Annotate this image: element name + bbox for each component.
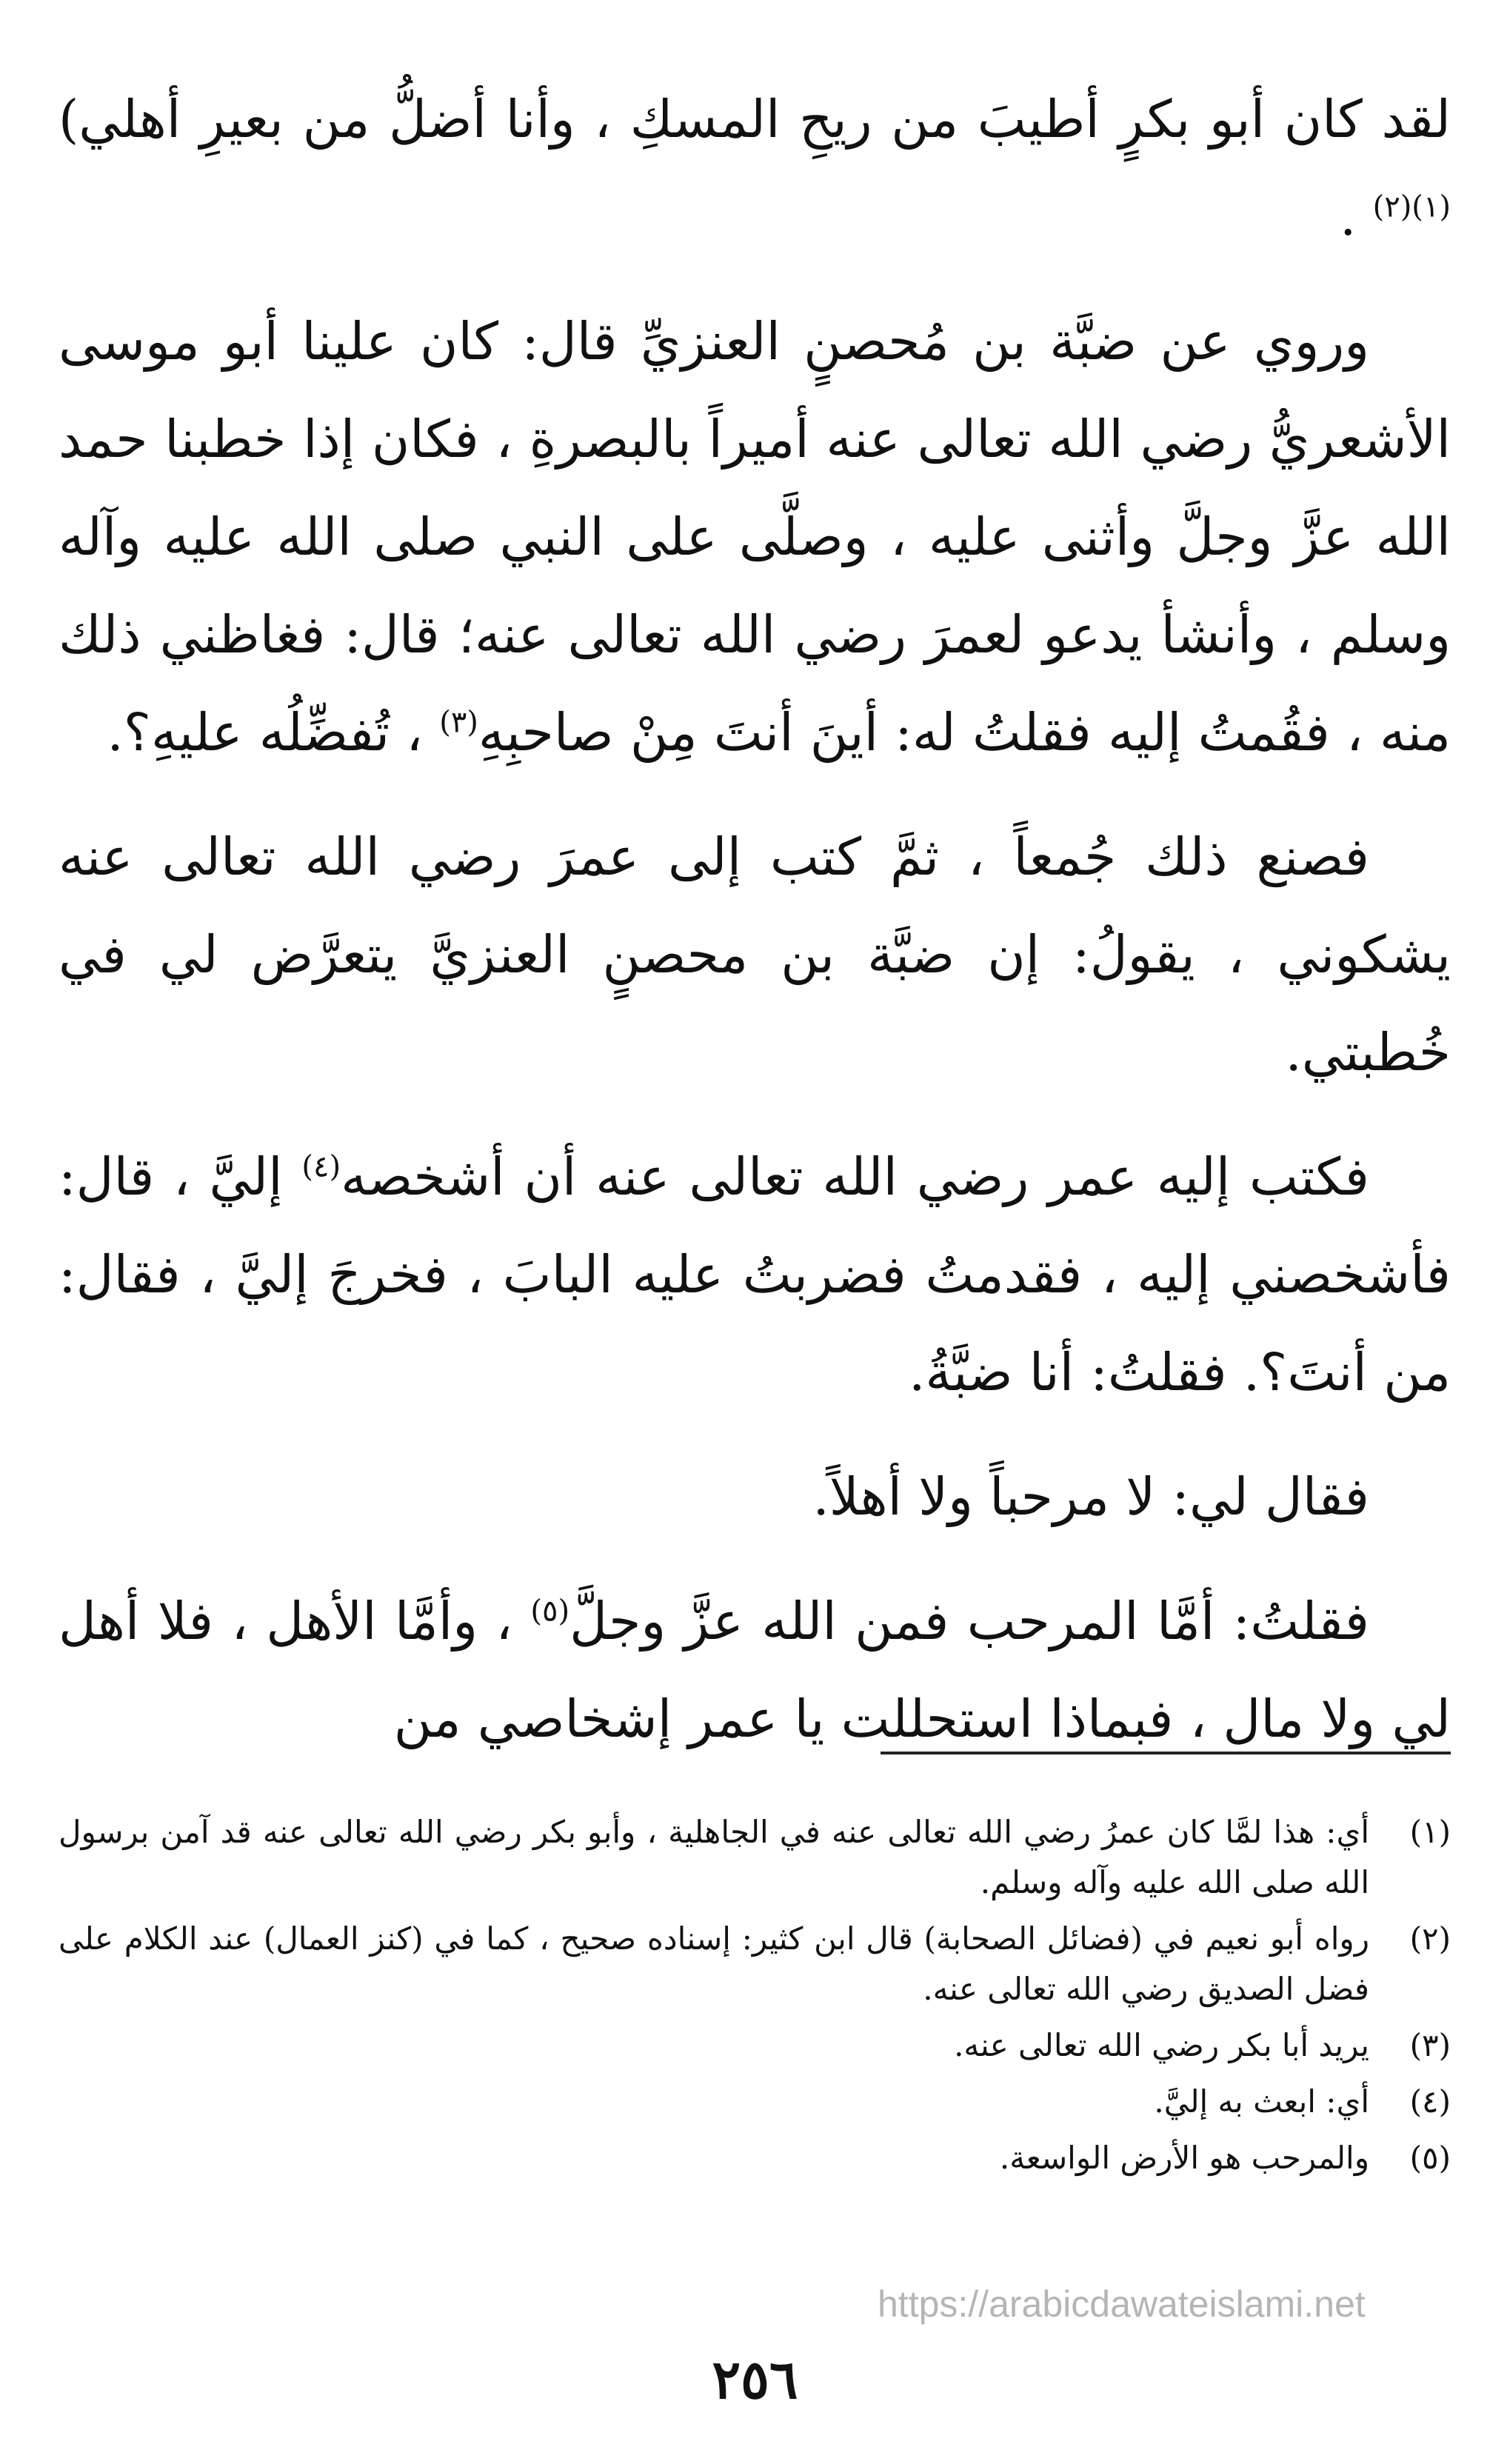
main-text [59,70,1451,1794]
footnote-text: رواه أبو نعيم في (فضائل الصحابة) قال ابن كثير: إسناده صحيح ، كما في (كنز العمال) عند الكلام على فضل الصديق رضي الله تعالى عنه. [59,1920,1369,2007]
paragraph-5-text: فقال لي: لا مرحباً ولا أهلاً. [812,1466,1369,1527]
footnote-ref-3: (٣) [439,705,478,740]
paragraph-6-text: فقلتُ: أمَّا المرحب فمن الله عزَّ وجلَّ [569,1591,1369,1652]
paragraph-4-text: فكتب إليه عمر رضي الله تعالى عنه أن أشخصه [341,1146,1370,1207]
footnote-ref-1-2: (١)(٢) [1372,190,1451,224]
paragraph-6 [59,1572,1451,1768]
paragraph-1-text: لقد كان أبو بكرٍ أطيبَ من ريحِ المسكِ ، وأنا أضلُّ من بعيرِ أهلي) [59,89,1451,150]
paragraph-2 [59,293,1451,781]
paragraph-2-text: وروي عن ضبَّة بن مُحصنٍ العنزيِّ قال: كان علينا أبو موسى الأشعريُّ رضي الله تعالى عنه أميراً بالبصرةِ ، فكان إذا خطبنا حمد الله عزَّ وجلَّ وأثنى عليه ، وصلَّى على النبي صلى الله عليه وآله وسلم ، وأنشأ يدعو لعمرَ رضي الله تعالى عنه؛ قال: فغاظني ذلك منه ، فقُمتُ إليه فقلتُ له: أينَ أنتَ مِنْ صاحبِهِ [59,311,1451,763]
paragraph-4 [59,1128,1451,1421]
footnotes [59,1807,1451,2189]
footnote-item [59,2077,1451,2127]
paragraph-3-text: فصنع ذلك جُمعاً ، ثمَّ كتب إلى عمرَ رضي الله تعالى عنه يشكوني ، يقولُ: إن ضبَّة بن محصنٍ العنزيَّ يتعرَّض لي في خُطبتي. [59,827,1451,1083]
footnote-text: أي: هذا لمَّا كان عمرُ رضي الله تعالى عنه في الجاهلية ، وأبو بكر رضي الله تعالى عنه قد آمن برسول الله صلى الله عليه وآله وسلم. [59,1814,1369,1900]
paragraph-1-tail: . [1340,187,1373,247]
watermark-url: https://arabicdawateislami.net [878,2283,1366,2325]
page-number: ٢٥٦ [712,2348,798,2411]
paragraph-2-tail: ، تُفضِّلُه عليهِ؟. [107,702,440,763]
footnote-number: (٥) [1409,2140,1451,2176]
footnote-number: (٢) [1409,1920,1451,1957]
footnote-number: (١) [1409,1814,1451,1850]
footnote-text: يريد أبا بكر رضي الله تعالى عنه. [954,2027,1369,2063]
footnote-text: والمرحب هو الأرض الواسعة. [999,2140,1369,2176]
paragraph-6-tail: ، وأمَّا الأهل ، فلا أهل لي ولا مال ، فبماذا استحللت يا عمر إشخاصي من [59,1591,1451,1749]
footnote-number: (٣) [1409,2027,1451,2063]
footnote-divider [881,1752,1451,1754]
paragraph-5 [59,1448,1451,1546]
footnote-ref-4: (٤) [301,1149,341,1184]
paragraph-4-tail: إليَّ ، قال: فأشخصني إليه ، فقدمتُ فضربتُ عليه البابَ ، فخرجَ إليَّ ، فقال: من أنتَ؟. فقلتُ: أنا ضبَّةُ. [59,1146,1451,1403]
footnote-text: أي: ابعث به إليَّ. [1154,2083,1369,2120]
footnote-ref-5: (٥) [530,1594,570,1629]
footnote-item [59,2020,1451,2071]
paragraph-3 [59,808,1451,1101]
paragraph-1 [59,70,1451,266]
footnote-number: (٤) [1409,2083,1451,2120]
footnote-item [59,1914,1451,2014]
footnote-item [59,1807,1451,1908]
footnote-item [59,2133,1451,2183]
